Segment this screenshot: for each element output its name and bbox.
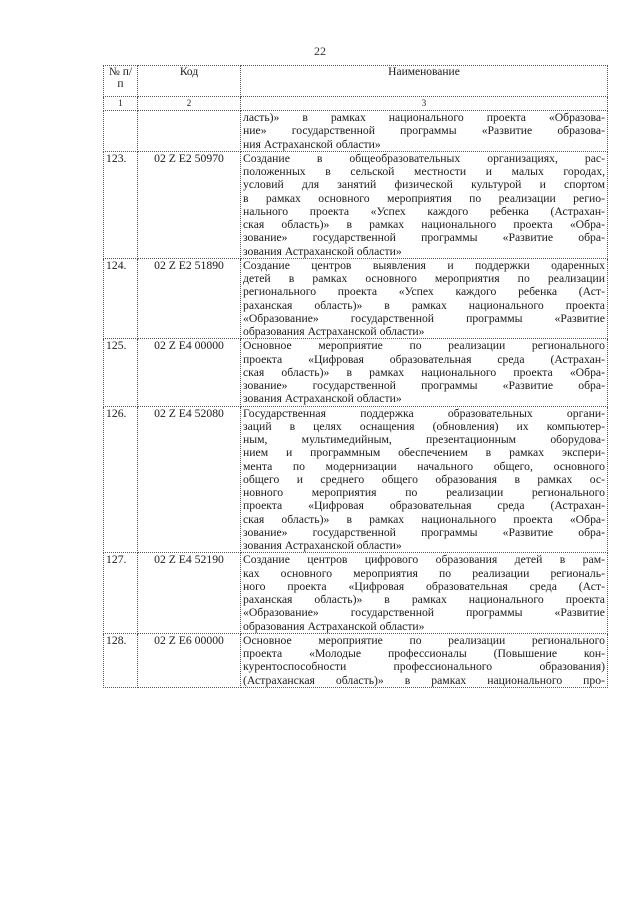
table-row: [104, 553, 608, 634]
name-line: раханская область)» в рамках национального проекта: [243, 593, 605, 606]
name-line: новного мероприятия по реализации регионального: [243, 486, 605, 499]
name-line: Основное мероприятие по реализации регионального: [243, 633, 605, 647]
name-line: ласть)» в рамках национального проекта «Образова-: [243, 111, 605, 124]
name-line: ния Астраханской области»: [243, 137, 381, 151]
name-line: курентоспособности профессионального образования): [243, 660, 605, 674]
name-line: ках основного мероприятия по реализации региональ-: [243, 566, 605, 580]
name-line: зования Астраханской области»: [243, 392, 402, 406]
name-line: «Образование» государственной программы «Развитие: [243, 311, 605, 325]
table-row: [104, 633, 608, 687]
name-line: нием и программным обеспечением в рамках экспери-: [243, 446, 605, 460]
name-line: ская область)» в рамках национального проекта «Обра-: [243, 512, 605, 526]
name-line: мента по модернизации начального общего, основного: [243, 459, 605, 473]
row-code: 02 Z E4 52190: [138, 553, 241, 634]
column-number: 1: [104, 97, 138, 111]
name-line: Создание центров цифрового образования детей в рам-: [243, 553, 605, 567]
name-line: регионального проекта «Успех каждого ребенка (Аст-: [243, 285, 605, 299]
name-line: ская область)» в рамках национального проекта «Обра-: [243, 365, 605, 379]
name-line: раханская область)» в рамках национального проекта: [243, 298, 605, 312]
name-line: проекта «Цифровая образовательная среда (Астрахан-: [243, 499, 605, 513]
name-line: зование» государственной программы «Развитие обра-: [243, 379, 605, 392]
name-line: образования Астраханской области»: [243, 325, 425, 338]
row-name: [241, 339, 608, 406]
row-number: 123.: [104, 151, 138, 258]
name-line: (Астраханская область)» в рамках национального про-: [243, 673, 605, 687]
name-line: нального проекта «Успех каждого ребенка (Астрахан-: [243, 204, 605, 218]
name-line: условий для занятий физической культурой и спортом: [243, 178, 605, 192]
name-line: положенных в сельской местности и малых городах,: [243, 165, 605, 178]
column-number: 3: [241, 97, 608, 111]
table-row: [104, 406, 608, 553]
row-number: [104, 111, 138, 152]
row-number: 124.: [104, 258, 138, 339]
table-row: [104, 111, 608, 152]
name-line: зования Астраханской области»: [243, 244, 402, 258]
name-line: образования Астраханской области»: [243, 619, 425, 633]
row-code: 02 Z E6 00000: [138, 633, 241, 687]
row-name: [241, 258, 608, 339]
name-line: зования Астраханской области»: [243, 539, 402, 552]
table-row: [104, 258, 608, 339]
name-line: Создание в общеобразовательных организациях, рас-: [243, 151, 605, 165]
header-name: Наименование: [241, 66, 608, 97]
budget-code-table: [103, 65, 608, 688]
row-code: 02 Z E4 52080: [138, 406, 241, 553]
row-name: [241, 633, 608, 687]
name-line: проекта «Молодые профессионалы (Повышение кон-: [243, 647, 605, 660]
name-line: зование» государственной программы «Развитие обра-: [243, 525, 605, 539]
row-name: [241, 553, 608, 634]
name-line: в рамках основного мероприятия по реализации регио-: [243, 191, 605, 205]
row-code: 02 Z E2 50970: [138, 151, 241, 258]
name-line: Основное мероприятие по реализации регионального: [243, 339, 605, 353]
name-line: общего и среднего общего образования в рамках ос-: [243, 472, 605, 486]
row-number: 126.: [104, 406, 138, 553]
table-header-row: [104, 66, 608, 97]
table-row: [104, 151, 608, 258]
row-number: 128.: [104, 633, 138, 687]
header-number: № п/п: [104, 66, 138, 97]
column-number-row: [104, 97, 608, 111]
name-line: Государственная поддержка образовательных органи-: [243, 406, 605, 420]
page-number: 22: [314, 44, 326, 58]
row-number: 127.: [104, 553, 138, 634]
table-row: [104, 339, 608, 406]
name-line: ние» государственной программы «Развитие образова-: [243, 124, 605, 138]
name-line: заций в целях оснащения (обновления) их компьютер-: [243, 419, 605, 433]
name-line: детей в рамках основного мероприятия по реализации: [243, 272, 605, 285]
row-code: [138, 111, 241, 152]
name-line: проекта «Цифровая образовательная среда (Астрахан-: [243, 352, 605, 366]
header-code: Код: [138, 66, 241, 97]
name-line: ного проекта «Цифровая образовательная среда (Аст-: [243, 579, 605, 593]
row-name: [241, 406, 608, 553]
row-code: 02 Z E4 00000: [138, 339, 241, 406]
name-line: Создание центров выявления и поддержки одаренных: [243, 258, 605, 272]
row-name: [241, 151, 608, 258]
column-number: 2: [138, 97, 241, 111]
row-number: 125.: [104, 339, 138, 406]
name-line: ская область)» в рамках национального проекта «Обра-: [243, 218, 605, 231]
name-line: ным, мультимедийным, презентационным оборудова-: [243, 433, 605, 446]
name-line: зование» государственной программы «Развитие обра-: [243, 231, 605, 245]
row-name: [241, 111, 608, 152]
row-code: 02 Z E2 51890: [138, 258, 241, 339]
name-line: «Образование» государственной программы «Развитие: [243, 606, 605, 620]
